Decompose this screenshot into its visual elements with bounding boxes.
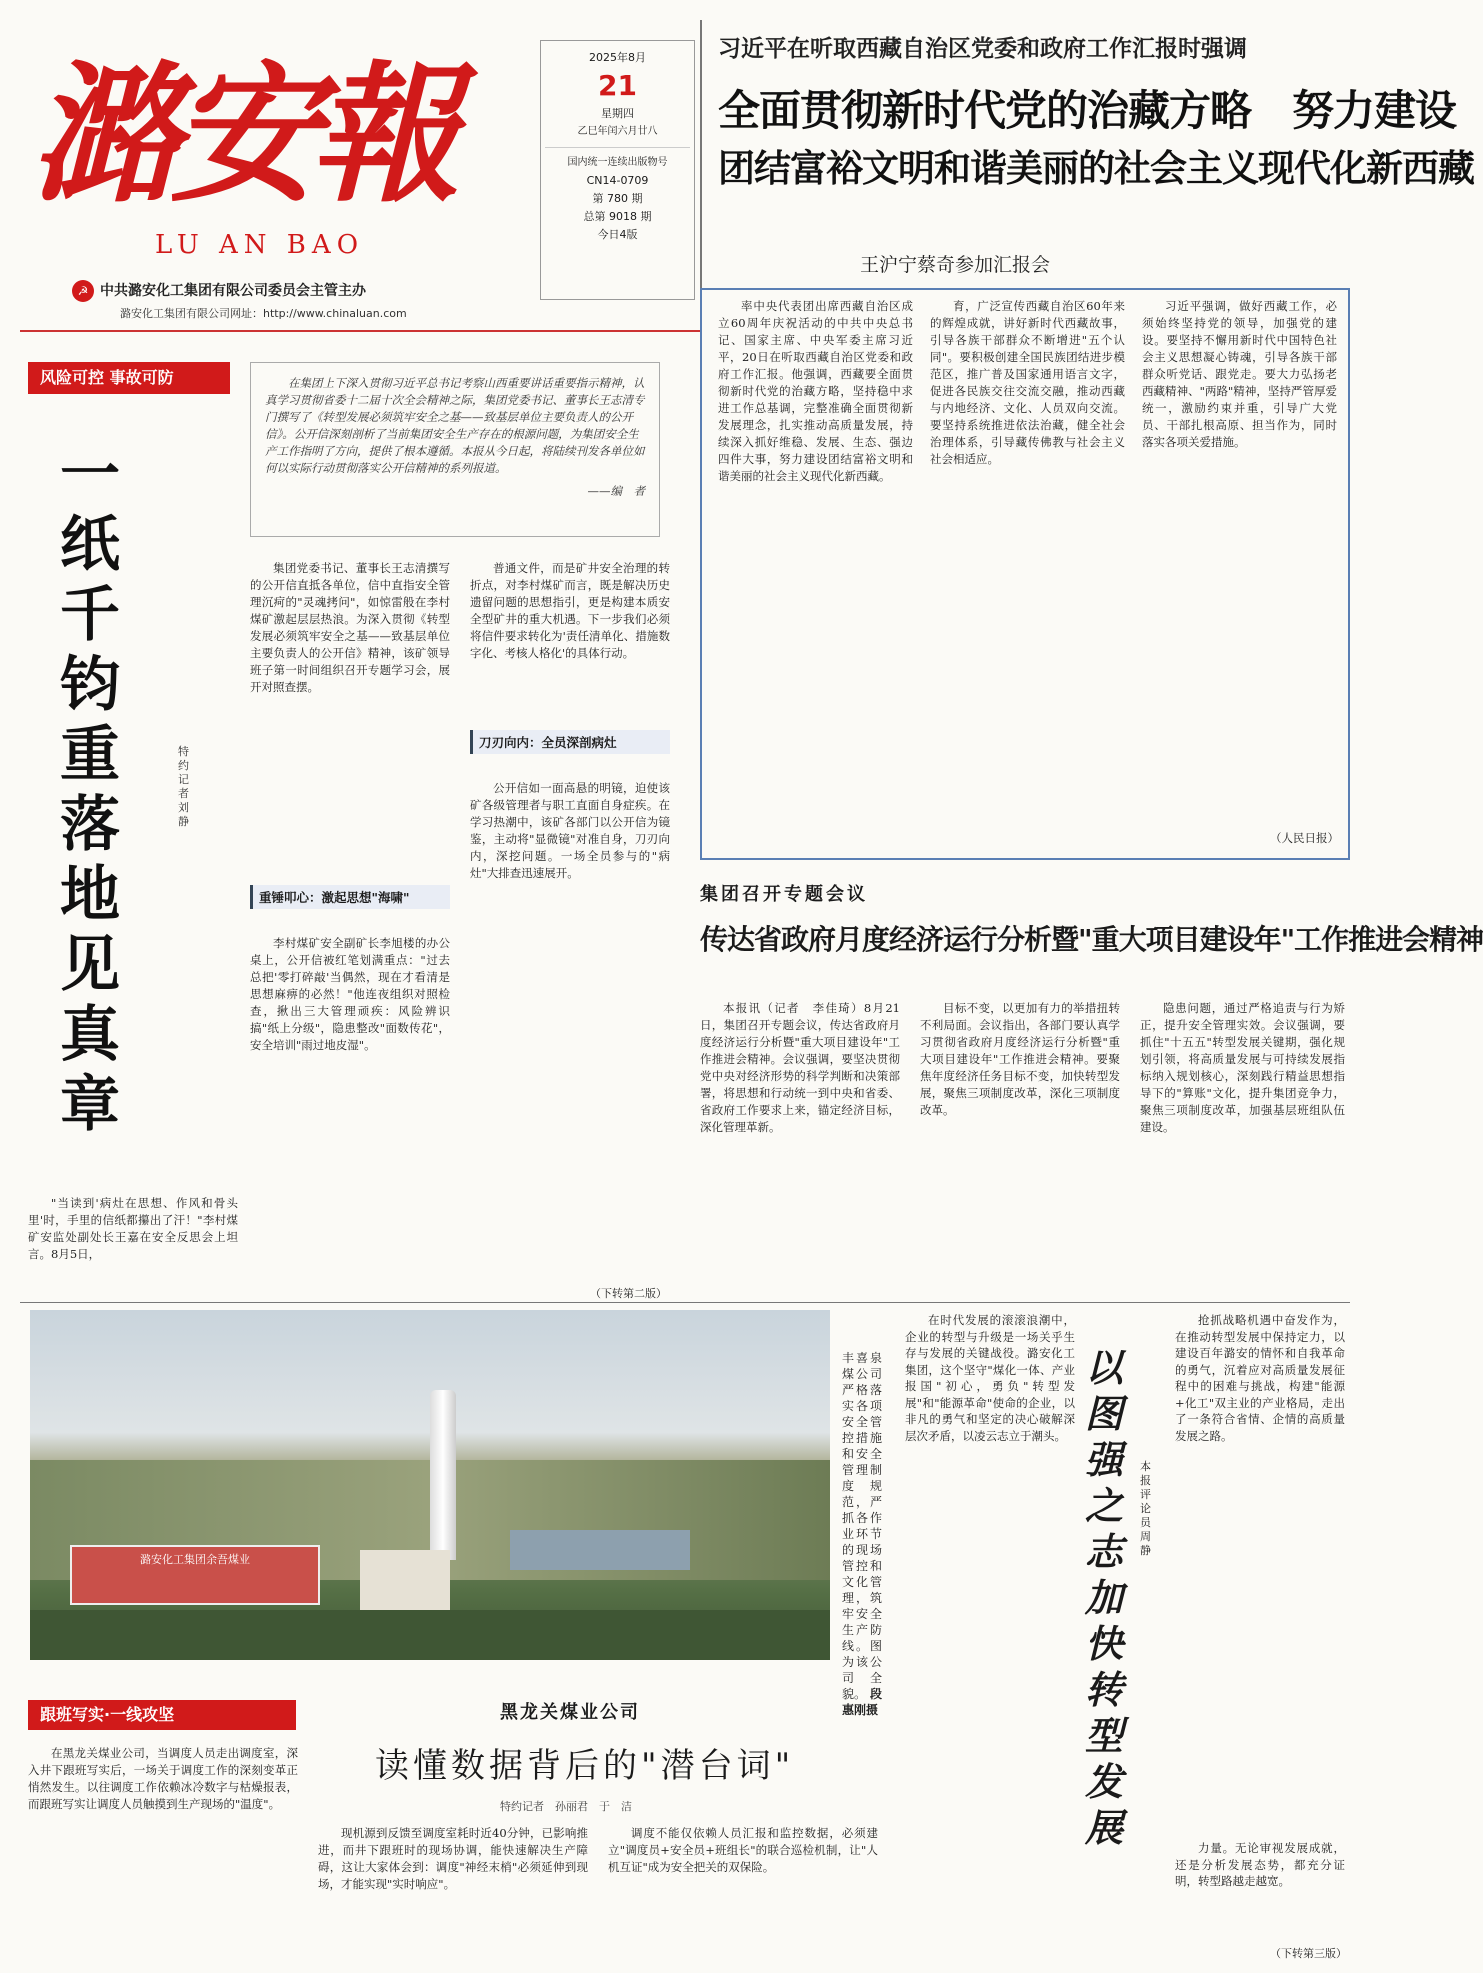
bottom-article-title: 读懂数据背后的"潜台词" [375,1746,795,1786]
photo-credit: 段惠刚摄 [842,1687,882,1717]
paragraph: 率中央代表团出席西藏自治区成立60周年庆祝活动的中共中央总书记、国家主席、中央军委主席习近平，20日在听取西藏自治区党委和政府工作汇报。他强调，西藏要全面贯彻新时代党的治藏方略，坚持稳中求进工作总基调，完整准确全面贯彻新发展理念，扎实推动高质量发展，持续深入抓好维稳、发展、生态、强边四件大事，努力建设团结富裕文明和谐美丽的社会主义现代化新西藏。 [718,299,913,483]
feature-col-a2 [250,935,450,1305]
editor-note [250,362,660,537]
year-month: 2025年8月 [589,51,646,64]
feature-subhead-1: 重锤叩心：激起思想"海啸" [250,885,450,909]
bottom-section-tag: 跟班写实·一线攻坚 [28,1700,296,1730]
bottom-col-2 [318,1825,588,1960]
feature-subhead-2: 刀刃向内：全员深剖病灶 [470,730,670,754]
section-rule [20,1302,1350,1303]
continue-note: （下转第二版） [590,1287,667,1300]
weekday: 星期四 [601,107,634,120]
feature-byline: 特约记者 刘 静 [178,745,200,828]
paragraph: 公开信如一面高悬的明镜，迫使该矿各级管理者与职工直面自身症疾。在学习热潮中，该矿各部门以公开信为镜鉴，主动将"显微镜"对准自身，刀刃向内，深挖问题。一场全员参与的"病灶"大排查迅速展开。 [470,781,670,880]
feature-col-b [470,560,670,720]
bottom-article-kicker: 黑龙关煤业公司 [500,1702,640,1723]
logo-english: LU AN BAO [155,230,365,260]
commentary-byline: 本报评论员 周 静 [1140,1460,1162,1557]
feature-title: 一纸千钧重 落地见真章 [60,440,180,1140]
group-col-2 [920,1000,1120,1290]
caption-text: 丰喜泉煤公司严格落实各项安全管控措施和安全管理制度规范，严抓各作业环节的现场管控和文化管理，筑牢安全生产防线。图为该公司全貌。 [842,1351,882,1701]
top-story-subhead: 王沪宁蔡奇参加汇报会 [860,254,1051,276]
trees-shape [30,1610,830,1660]
publisher-line: 中共潞安化工集团有限公司委员会主管主办 [100,283,366,299]
top-story-headline-1: 全面贯彻新时代党的治藏方略 努力建设 [718,86,1457,135]
newspaper-logo: 潞安報 [30,47,451,223]
paragraph: "当读到'病灶在思想、作风和骨头里'时，手里的信纸都攥出了汗！"李村煤矿安监处副处长王嘉在安全反思会上坦言。8月5日， [28,1196,238,1261]
paragraph: 育，广泛宣传西藏自治区60年来的辉煌成就，讲好新时代西藏故事，引导各族干部群众不断增进"五个认同"。要积极创建全国民族团结进步模范区，推广普及国家通用语言文字，促进各民族交往交流交融，推动西藏与内地经济、文化、人员双向交流。要坚持系统推进依法治藏，健全社会治理体系，引导藏传佛教与社会主义社会相适应。 [930,299,1125,466]
feature-lead [28,1195,238,1305]
group-col-1 [700,1000,900,1290]
cn-number: CN14-0709 [586,174,649,187]
paragraph: 目标不变，以更加有力的举措扭转不利局面。会议指出，各部门要认真学习贯彻省政府月度经济运行分析暨"重大项目建设年"工作推进会精神。要聚焦年度经济任务目标不变，加快转型发展，聚焦三项制度改革，深化三项制度改革。 [920,1001,1120,1117]
top-story-col-3 [1142,298,1337,828]
paragraph: 抢抓战略机遇中奋发作为，在推动转型发展中保持定力，以建设百年潞安的情怀和自我革命的勇气，沉着应对高质量发展征程中的困难与挑战，构建"能源+化工"双主业的产业格局，走出了一条符合省情、企情的高质量发展之路。 [1175,1313,1345,1443]
top-story-col-1 [718,298,913,848]
group-article-kicker: 集团召开专题会议 [700,884,868,905]
building-sign: 潞安化工集团余吾煤业 [140,1553,250,1566]
bottom-col-1 [28,1745,298,1960]
website-line: 潞安化工集团有限公司网址：http://www.chinaluan.com [120,307,407,320]
bottom-col-3 [608,1825,878,1960]
commentary-col-3 [1175,1840,1345,1930]
issue-number: 第 780 期 [592,192,643,205]
group-article-title: 传达省政府月度经济运行分析暨"重大项目建设年"工作推进会精神 [700,923,1483,956]
paragraph: 普通文件，而是矿井安全治理的转折点，对李村煤矿而言，既是解决历史遗留问题的思想指引，更是构建本质安全型矿井的重大机遇。下一步我们必须将信件要求转化为'责任清单化、措施数字化、考核人格化'的具体行动。 [470,561,670,660]
building-shape [70,1545,320,1605]
source-credit: （人民日报） [1270,831,1339,845]
paragraph: 李村煤矿安全副矿长李旭楼的办公桌上，公开信被红笔划满重点："过去总把'零打碎敲'当偶然，现在才看清是思想麻痹的必然！"他连夜组织对照检查，揪出三大管理顽疾：风险辨识搞"纸上分级"，隐患整改"面数传花"，安全培训"雨过地皮湿"。 [250,936,450,1052]
masthead-rule [20,330,700,332]
industrial-photo [30,1310,830,1660]
commentary-col-1 [905,1312,1075,1962]
section-tag: 风险可控 事故可防 [28,362,230,394]
paragraph: 集团党委书记、董事长王志清撰写的公开信直抵各单位，信中直指安全管理沉疴的"灵魂拷问"，如惊雷般在李村煤矿激起层层热浪。为深入贯彻《转型发展必须筑牢安全之基——致基层单位主要负责人的公开信》精神，该矿领导班子第一时间组织召开专题学习会，展开对照查摆。 [250,561,450,694]
bottom-article-byline: 特约记者 孙丽君 于 洁 [500,1800,632,1813]
paragraph: 调度不能仅依赖人员汇报和监控数据，必须建立"调度员+安全员+班组长"的联合巡检机制，让"人机互证"成为安全把关的双保险。 [608,1826,878,1874]
commentary-title: 以图强之志加快转型发展 [1085,1345,1124,1850]
cn-label: 国内统一连续出版物号 [567,157,668,168]
paragraph: 现机源到反馈至调度室耗时近40分钟，已影响推进，而井下跟班时的现场协调，能快速解决生产障碍，这让大家体会到：调度"神经末梢"必须延伸到现场，才能实现"实时响应"。 [318,1826,588,1891]
paragraph: 本报讯（记者 李佳琦）8月21日，集团召开专题会议，传达省政府月度经济运行分析暨"重大项目建设年"工作推进会精神。会议强调，要坚决贯彻党中央对经济形势的科学判断和决策部署，将思想和行动统一到中央和省委、省政府工作要求上来，锚定经济目标，深化管理革新。 [700,1001,900,1134]
feature-col-a [250,560,450,880]
lunar-date: 乙巳年闰六月廿八 [545,123,690,148]
building-shape [360,1550,450,1610]
page-count: 今日4版 [597,228,638,241]
commentary-col-2 [1175,1312,1345,1832]
day-number: 21 [598,69,637,102]
silo-tower-shape [430,1390,456,1560]
paragraph: 力量。无论审视发展成就，还是分析发展态势，都充分证明，转型路越走越宽。 [1175,1841,1345,1888]
building-shape [510,1530,690,1570]
editor-note-text: 在集团上下深入贯彻习近平总书记考察山西重要讲话重要指示精神，认真学习贯彻省委十二届十次全会精神之际，集团党委书记、董事长王志清专门撰写了《转型发展必须筑牢安全之基——致基层单位主要负责人的公开信》。公开信深刻剖析了当前集团安全生产存在的根源问题，为集团安全生产工作指明了方向，提供了根本遵循。本报从今日起，将陆续刊发各单位如何以实际行动贯彻落实公开信精神的系列报道。 [265,376,645,475]
top-story-col-2 [930,298,1125,848]
party-emblem-icon: ☭ [72,280,94,302]
top-story-headline-2: 团结富裕文明和谐美丽的社会主义现代化新西藏 [718,147,1474,190]
paragraph: 隐患问题，通过严格追责与行为矫正，提升安全管理实效。会议强调，要抓住"十五五"转型发展关键期，强化规划引领，将高质量发展与可持续发展指标纳入规划核心，深刻践行精益思想指导下的"算账"文化，提升集团竞争力，聚焦三项制度改革，加强基层班组队伍建设。 [1140,1001,1345,1134]
feature-col-b2 [470,780,670,1280]
commentary-continue: （下转第三版） [1270,1947,1347,1960]
date-box [540,40,695,300]
paragraph: 习近平强调，做好西藏工作，必须始终坚持党的领导，加强党的建设。要坚持不懈用新时代中国特色社会主义思想凝心铸魂，引导各族干部群众听党话、跟党走。要大力弘扬老西藏精神、"两路"精神，坚持严管厚爱统一，激励约束并重，引导广大党员、干部扎根高原、担当作为，同时落实各项关爱措施。 [1142,299,1337,449]
paragraph: 在时代发展的滚滚浪潮中，企业的转型与升级是一场关乎生存与发展的关键战役。潞安化工集团，这个坚守"煤化一体、产业报国"初心，勇负"转型发展"和"能源革命"使命的企业，以非凡的勇气和坚定的决心破解深层次矛盾，以凌云志立于潮头。 [905,1313,1075,1443]
paragraph: 在黑龙关煤业公司，当调度人员走出调度室，深入井下跟班写实后，一场关于调度工作的深刻变革正悄然发生。以往调度工作依赖冰冷数字与枯燥报表，而跟班写实让调度人员触摸到生产现场的"温度"。 [28,1746,298,1811]
editor-sign: ——编 者 [587,484,645,498]
group-col-3 [1140,1000,1345,1290]
total-issue: 总第 9018 期 [583,210,652,223]
photo-caption [842,1350,882,1717]
top-story-kicker: 习近平在听取西藏自治区党委和政府工作汇报时强调 [718,36,1247,62]
